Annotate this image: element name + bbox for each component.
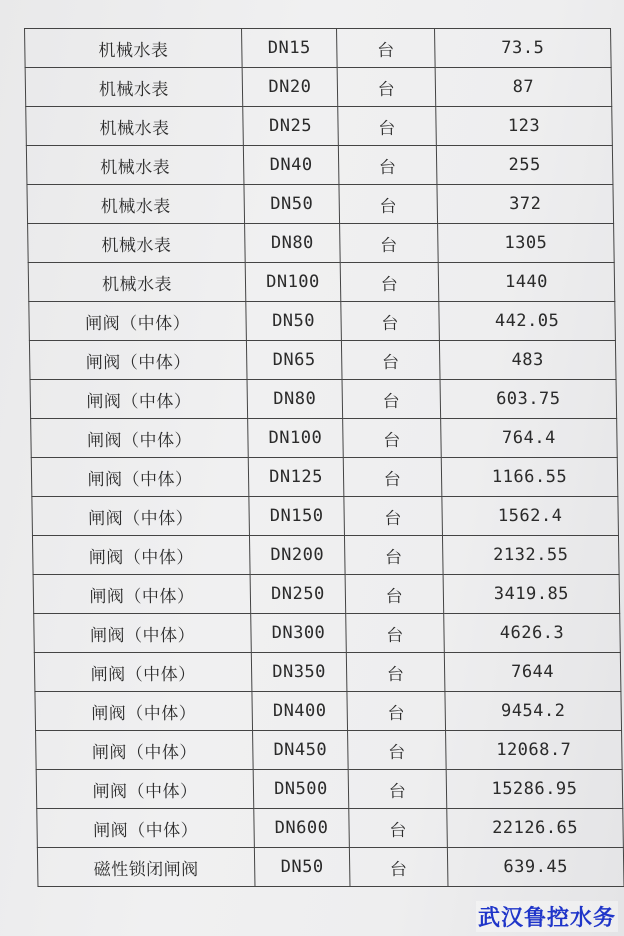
table-row bbox=[27, 185, 614, 224]
price-cell: 1440 bbox=[438, 263, 615, 302]
item-name-cell: 闸阀（中体） bbox=[34, 653, 252, 692]
spec-cell: DN100 bbox=[248, 419, 344, 458]
table-row bbox=[28, 224, 615, 263]
table-row bbox=[36, 731, 623, 770]
price-cell: 22126.65 bbox=[447, 809, 624, 848]
unit-cell: 台 bbox=[337, 68, 436, 107]
spec-cell: DN50 bbox=[244, 185, 340, 224]
unit-cell: 台 bbox=[337, 29, 436, 68]
unit-cell: 台 bbox=[344, 536, 443, 575]
unit-cell: 台 bbox=[349, 809, 448, 848]
item-name-cell: 闸阀（中体） bbox=[34, 614, 252, 653]
table-row bbox=[37, 809, 624, 848]
price-cell: 2132.55 bbox=[442, 536, 619, 575]
item-name-cell: 闸阀（中体） bbox=[33, 575, 251, 614]
spec-cell: DN40 bbox=[243, 146, 339, 185]
table-row bbox=[34, 614, 621, 653]
price-cell: 639.45 bbox=[447, 848, 624, 887]
item-name-cell: 机械水表 bbox=[25, 68, 243, 107]
price-cell: 1166.55 bbox=[441, 458, 618, 497]
item-name-cell: 机械水表 bbox=[25, 29, 243, 68]
table-row bbox=[37, 848, 624, 887]
unit-cell: 台 bbox=[338, 107, 437, 146]
spec-cell: DN65 bbox=[246, 341, 342, 380]
unit-cell: 台 bbox=[340, 224, 439, 263]
table-row bbox=[28, 263, 615, 302]
spec-cell: DN125 bbox=[248, 458, 344, 497]
spec-cell: DN400 bbox=[252, 692, 348, 731]
spec-cell: DN200 bbox=[249, 536, 345, 575]
price-cell: 1562.4 bbox=[442, 497, 619, 536]
item-name-cell: 闸阀（中体） bbox=[32, 536, 250, 575]
price-table-body bbox=[25, 29, 624, 887]
spec-cell: DN20 bbox=[242, 68, 338, 107]
price-cell: 123 bbox=[436, 107, 613, 146]
spec-cell: DN600 bbox=[254, 809, 350, 848]
price-cell: 1305 bbox=[438, 224, 615, 263]
table-row bbox=[32, 536, 619, 575]
spec-cell: DN50 bbox=[246, 302, 342, 341]
spec-cell: DN500 bbox=[253, 770, 349, 809]
unit-cell: 台 bbox=[342, 380, 441, 419]
unit-cell: 台 bbox=[343, 419, 442, 458]
watermark-text: 武汉鲁控水务 bbox=[476, 901, 618, 932]
spec-cell: DN80 bbox=[247, 380, 343, 419]
price-cell: 372 bbox=[437, 185, 614, 224]
item-name-cell: 闸阀（中体） bbox=[37, 809, 255, 848]
item-name-cell: 机械水表 bbox=[28, 224, 246, 263]
price-cell: 73.5 bbox=[435, 29, 612, 68]
table-row bbox=[26, 107, 613, 146]
item-name-cell: 磁性锁闭闸阀 bbox=[37, 848, 255, 887]
spec-cell: DN150 bbox=[249, 497, 345, 536]
unit-cell: 台 bbox=[345, 575, 444, 614]
unit-cell: 台 bbox=[346, 614, 445, 653]
item-name-cell: 闸阀（中体） bbox=[35, 692, 253, 731]
price-cell: 12068.7 bbox=[446, 731, 623, 770]
spec-cell: DN15 bbox=[242, 29, 338, 68]
table-row bbox=[29, 341, 616, 380]
price-cell: 603.75 bbox=[440, 380, 617, 419]
price-cell: 255 bbox=[436, 146, 613, 185]
item-name-cell: 闸阀（中体） bbox=[29, 341, 247, 380]
unit-cell: 台 bbox=[349, 848, 448, 887]
spec-cell: DN80 bbox=[245, 224, 341, 263]
spec-cell: DN25 bbox=[243, 107, 339, 146]
item-name-cell: 闸阀（中体） bbox=[31, 458, 249, 497]
item-name-cell: 闸阀（中体） bbox=[31, 419, 249, 458]
item-name-cell: 机械水表 bbox=[26, 146, 244, 185]
price-cell: 4626.3 bbox=[444, 614, 621, 653]
table-row bbox=[32, 497, 619, 536]
price-cell: 3419.85 bbox=[443, 575, 620, 614]
table-row bbox=[33, 575, 620, 614]
price-cell: 7644 bbox=[444, 653, 621, 692]
item-name-cell: 机械水表 bbox=[26, 107, 244, 146]
price-cell: 483 bbox=[439, 341, 616, 380]
spec-cell: DN450 bbox=[253, 731, 349, 770]
table-row bbox=[36, 770, 623, 809]
price-cell: 15286.95 bbox=[446, 770, 623, 809]
item-name-cell: 闸阀（中体） bbox=[36, 731, 254, 770]
item-name-cell: 闸阀（中体） bbox=[29, 302, 247, 341]
item-name-cell: 闸阀（中体） bbox=[36, 770, 254, 809]
spec-cell: DN300 bbox=[251, 614, 347, 653]
table-row bbox=[30, 380, 617, 419]
price-table bbox=[24, 28, 624, 887]
unit-cell: 台 bbox=[341, 302, 440, 341]
table-row bbox=[31, 419, 618, 458]
item-name-cell: 机械水表 bbox=[27, 185, 245, 224]
table-row bbox=[26, 146, 613, 185]
unit-cell: 台 bbox=[341, 341, 440, 380]
table-row bbox=[35, 692, 622, 731]
unit-cell: 台 bbox=[348, 731, 447, 770]
unit-cell: 台 bbox=[338, 146, 437, 185]
item-name-cell: 机械水表 bbox=[28, 263, 246, 302]
table-row bbox=[29, 302, 616, 341]
spec-cell: DN250 bbox=[250, 575, 346, 614]
table-row bbox=[25, 29, 612, 68]
unit-cell: 台 bbox=[347, 692, 446, 731]
unit-cell: 台 bbox=[340, 263, 439, 302]
item-name-cell: 闸阀（中体） bbox=[30, 380, 248, 419]
price-cell: 9454.2 bbox=[445, 692, 622, 731]
unit-cell: 台 bbox=[339, 185, 438, 224]
table-row bbox=[31, 458, 618, 497]
price-cell: 442.05 bbox=[439, 302, 616, 341]
table-row bbox=[25, 68, 612, 107]
unit-cell: 台 bbox=[346, 653, 445, 692]
item-name-cell: 闸阀（中体） bbox=[32, 497, 250, 536]
unit-cell: 台 bbox=[343, 458, 442, 497]
price-cell: 764.4 bbox=[441, 419, 618, 458]
spec-cell: DN350 bbox=[251, 653, 347, 692]
table-row bbox=[34, 653, 621, 692]
price-cell: 87 bbox=[435, 68, 612, 107]
unit-cell: 台 bbox=[348, 770, 447, 809]
spec-cell: DN50 bbox=[254, 848, 350, 887]
unit-cell: 台 bbox=[344, 497, 443, 536]
spec-cell: DN100 bbox=[245, 263, 341, 302]
